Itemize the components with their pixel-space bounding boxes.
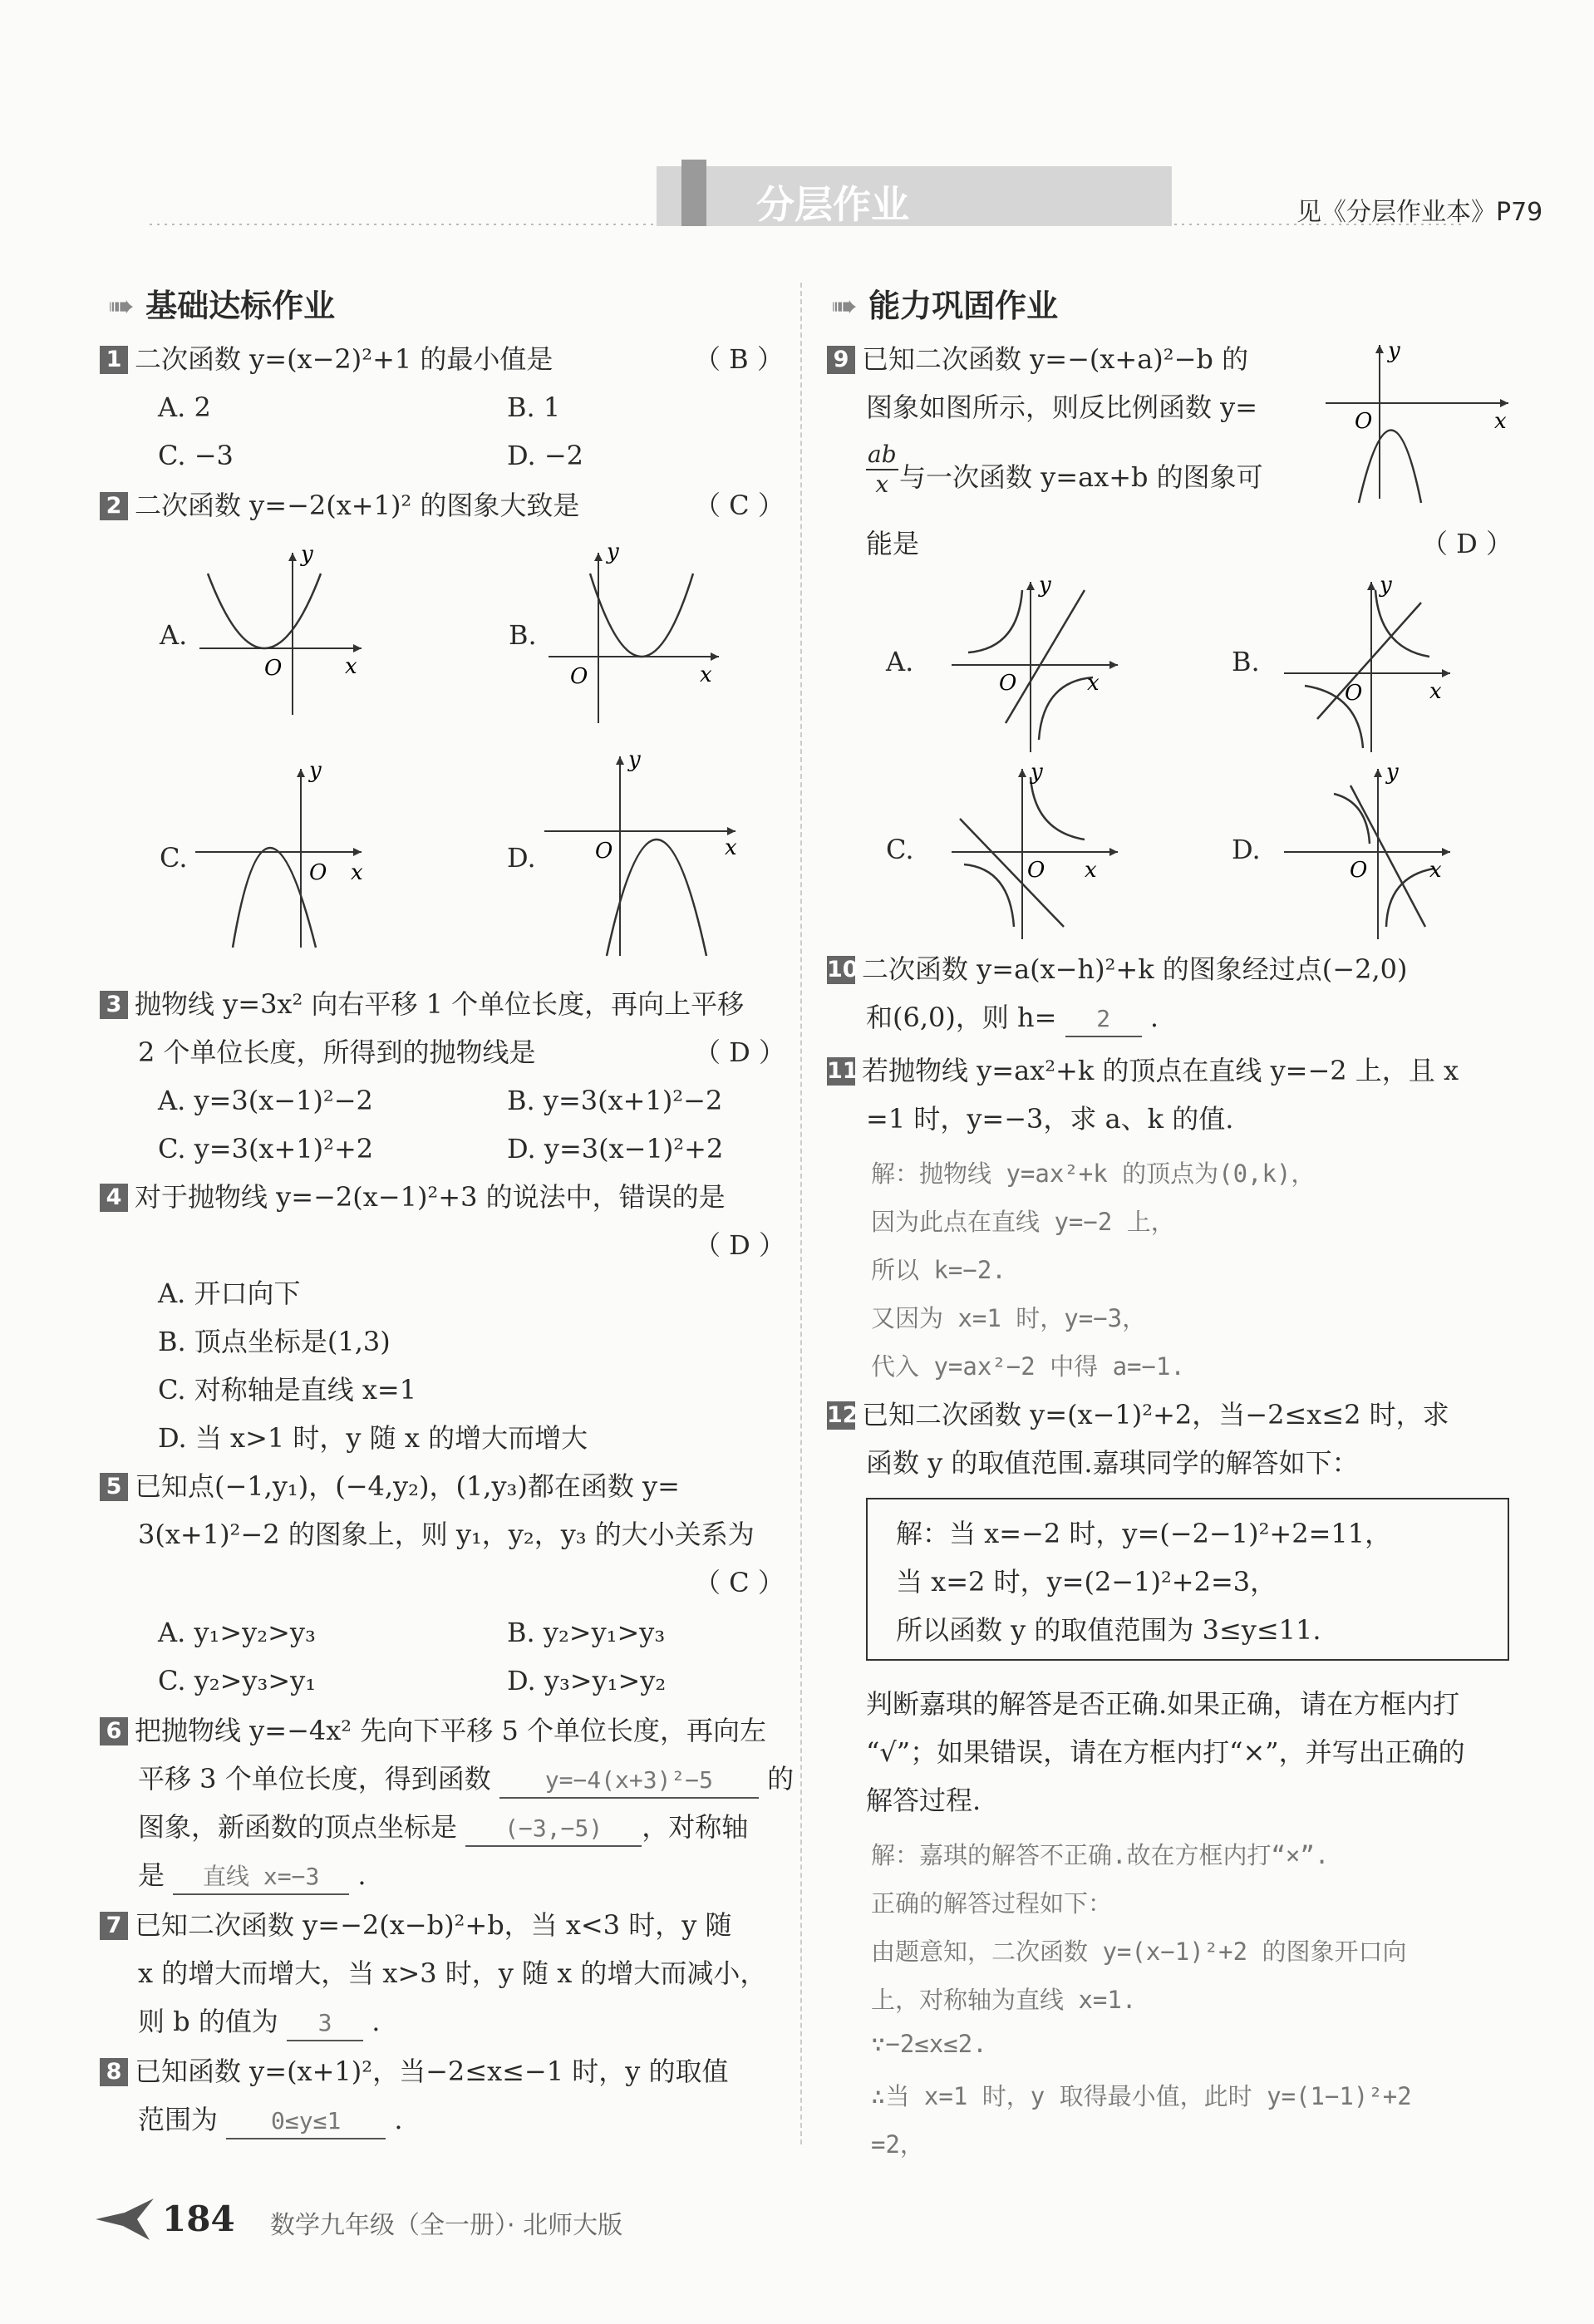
question-10-line2: 和(6,0)，则 h= 2 . <box>866 1001 1159 1037</box>
svg-text:O: O <box>1350 858 1368 883</box>
solution-line: 又因为 x=1 时，y=−3， <box>871 1304 1147 1332</box>
answer-blank: y=−4(x+3)²−5 <box>499 1764 759 1799</box>
option-c: C. −3 <box>158 440 234 471</box>
page-number: 184 <box>162 2198 235 2239</box>
svg-text:O: O <box>309 860 327 885</box>
question-6-line2: 平移 3 个单位长度，得到函数 y=−4(x+3)²−5 的 <box>138 1762 794 1799</box>
option-a: A. y=3(x−1)²−2 <box>158 1085 373 1116</box>
question-4: 4 对于抛物线 y=−2(x−1)²+3 的说法中，错误的是 <box>100 1180 726 1214</box>
answer-3: （ D ） <box>694 1036 786 1068</box>
workbook-reference: 见《分层作业本》P79 <box>1296 198 1543 227</box>
svg-text:O: O <box>595 839 613 864</box>
graph-9c <box>947 761 1130 943</box>
solution-line: 解：抛物线 y=ax²+k 的顶点为(0,k)， <box>871 1160 1316 1188</box>
section-title-basic: ➠ 基础达标作业 <box>108 288 336 324</box>
svg-text:O: O <box>999 671 1017 696</box>
svg-text:y: y <box>1388 341 1400 363</box>
option-d: D. y₃>y₁>y₂ <box>507 1665 667 1696</box>
box-line: 当 x=2 时，y=(2−1)²+2=3， <box>896 1566 1277 1598</box>
section-title-advanced: ➠ 能力巩固作业 <box>831 288 1059 324</box>
answer-2: （ C ） <box>694 490 785 521</box>
box-line: 所以函数 y 的取值范围为 3≤y≤11. <box>896 1614 1321 1646</box>
column-divider <box>800 283 802 2144</box>
svg-text:x: x <box>700 662 712 687</box>
svg-text:y: y <box>1031 761 1043 785</box>
option-d: D. 当 x>1 时，y 随 x 的增大而增大 <box>158 1422 588 1454</box>
solution-line: 因为此点在直线 y=−2 上， <box>871 1208 1175 1236</box>
question-9: 9 已知二次函数 y=−(x+a)²−b 的 <box>827 342 1248 376</box>
option-a: A. y₁>y₂>y₃ <box>158 1617 316 1648</box>
svg-text:y: y <box>628 748 641 772</box>
svg-text:O: O <box>1345 681 1363 706</box>
svg-text:x: x <box>725 835 737 860</box>
solution-line: =2， <box>871 2130 924 2159</box>
option-a: A. 2 <box>158 391 211 423</box>
option-c: C. 对称轴是直线 x=1 <box>158 1374 417 1406</box>
question-1: 1 二次函数 y=(x−2)²+1 的最小值是 <box>100 342 553 376</box>
solution-line: 由题意知，二次函数 y=(x−1)²+2 的图象开口向 <box>871 1937 1407 1966</box>
option-c: C. y₂>y₃>y₁ <box>158 1665 317 1696</box>
question-6: 6 把抛物线 y=−4x² 先向下平移 5 个单位长度，再向左 <box>100 1714 766 1747</box>
graph-d-label: D. <box>507 842 536 874</box>
svg-text:y: y <box>309 758 322 783</box>
answer-1: （ B ） <box>694 343 784 375</box>
solution-line: ∴当 x=1 时，y 取得最小值，此时 y=(1−1)²+2 <box>871 2082 1412 2110</box>
graph-9c-label: C. <box>886 834 914 865</box>
question-8-line2: 范围为 0≤y≤1 . <box>138 2103 403 2139</box>
question-7: 7 已知二次函数 y=−2(x−b)²+b，当 x<3 时，y 随 <box>100 1908 732 1942</box>
question-9-line3: 与一次函数 y=ax+b 的图象可 <box>899 461 1263 493</box>
svg-text:y: y <box>301 542 313 567</box>
graph-9d <box>1280 761 1463 943</box>
graph-9b <box>1280 574 1463 756</box>
answer-blank: 直线 x=−3 <box>173 1860 349 1895</box>
graph-2d <box>540 748 748 964</box>
fraction: ab x <box>868 441 897 498</box>
graph-9a <box>947 574 1130 756</box>
option-b: B. 顶点坐标是(1,3) <box>158 1326 391 1357</box>
svg-text:O: O <box>1027 858 1045 883</box>
question-3: 3 抛物线 y=3x² 向右平移 1 个单位长度，再向上平移 <box>100 987 744 1021</box>
svg-text:x: x <box>1429 679 1442 704</box>
svg-text:O: O <box>264 656 283 681</box>
graph-2c <box>191 756 374 956</box>
svg-text:y: y <box>1039 574 1051 598</box>
svg-text:y: y <box>607 540 619 564</box>
bird-icon <box>91 2194 158 2244</box>
solution-line: 正确的解答过程如下： <box>871 1889 1113 1918</box>
question-8: 8 已知函数 y=(x+1)²，当−2≤x≤−1 时，y 的取值 <box>100 2055 729 2088</box>
answer-blank: 2 <box>1065 1002 1142 1037</box>
question-2: 2 二次函数 y=−2(x+1)² 的图象大致是 <box>100 489 579 522</box>
box-line: 解：当 x=−2 时，y=(−2−1)²+2=11， <box>896 1518 1392 1549</box>
question-12: 12 已知二次函数 y=(x−1)²+2，当−2≤x≤2 时，求 <box>827 1399 1449 1430</box>
solution-line: 所以 k=−2. <box>871 1256 1006 1284</box>
graph-c-label: C. <box>160 842 188 874</box>
question-7-line2: x 的增大而增大，当 x>3 时，y 随 x 的增大而减小， <box>138 1957 767 1989</box>
option-b: B. 1 <box>507 391 561 423</box>
solution-line: 上，对称轴为直线 x=1. <box>871 1986 1137 2014</box>
graph-9a-label: A. <box>886 646 914 677</box>
option-d: D. y=3(x−1)²+2 <box>507 1133 724 1164</box>
question-9-line4: 能是 <box>866 528 920 559</box>
answer-9: （ D ） <box>1421 528 1513 559</box>
option-d: D. −2 <box>507 440 584 471</box>
question-7-line3: 则 b 的值为 3 . <box>138 2005 380 2041</box>
graph-b-label: B. <box>509 619 537 651</box>
option-a: A. 开口向下 <box>158 1278 301 1309</box>
solution-line: 解：嘉琪的解答不正确.故在方框内打“×”. <box>871 1841 1330 1869</box>
book-title: 数学九年级（全一册）· 北师大版 <box>270 2211 623 2240</box>
option-c: C. y=3(x+1)²+2 <box>158 1133 374 1164</box>
svg-text:O: O <box>570 664 588 689</box>
banner-title: 分层作业 <box>756 182 909 227</box>
graph-9b-label: B. <box>1232 646 1260 677</box>
question-11: 11 若抛物线 y=ax²+k 的顶点在直线 y=−2 上，且 x <box>827 1055 1459 1086</box>
svg-text:O: O <box>1355 409 1373 434</box>
graph-2a <box>191 540 374 723</box>
svg-text:x: x <box>1085 858 1097 883</box>
solution-line: ∵−2≤x≤2. <box>871 2030 987 2058</box>
svg-text:y: y <box>1380 574 1392 598</box>
answer-blank: 3 <box>287 2006 363 2041</box>
svg-text:x: x <box>1087 671 1100 696</box>
graph-9d-label: D. <box>1232 834 1261 865</box>
graph-9-parabola <box>1321 341 1521 507</box>
question-6-line3: 图象，新函数的顶点坐标是 (−3,−5) ，对称轴 <box>138 1810 748 1847</box>
svg-text:x: x <box>351 860 363 885</box>
question-9-line2: 图象如图所示，则反比例函数 y= <box>866 391 1258 423</box>
question-5: 5 已知点(−1,y₁)，(−4,y₂)，(1,y₃)都在函数 y= <box>100 1470 680 1503</box>
question-11-line2: =1 时，y=−3，求 a、k 的值. <box>866 1103 1234 1135</box>
solution-line: 代入 y=ax²−2 中得 a=−1. <box>871 1352 1185 1381</box>
question-12-line5: 解答过程. <box>866 1785 981 1816</box>
graph-a-label: A. <box>160 619 188 651</box>
arrow-icon: ➠ <box>108 288 135 324</box>
question-10: 10 二次函数 y=a(x−h)²+k 的图象经过点(−2,0) <box>827 953 1408 985</box>
question-5-line2: 3(x+1)²−2 的图象上，则 y₁，y₂，y₃ 的大小关系为 <box>138 1519 755 1550</box>
question-12-line3: 判断嘉琪的解答是否正确.如果正确，请在方框内打 <box>866 1688 1460 1720</box>
svg-text:x: x <box>1429 858 1442 883</box>
svg-text:x: x <box>345 654 357 679</box>
option-b: B. y=3(x+1)²−2 <box>507 1085 723 1116</box>
answer-4: （ D ） <box>694 1229 786 1261</box>
answer-blank: 0≤y≤1 <box>226 2105 386 2139</box>
question-12-line4: “√”；如果错误，请在方框内打“×”，并写出正确的 <box>866 1736 1465 1768</box>
question-12-line2: 函数 y 的取值范围.嘉琪同学的解答如下： <box>866 1447 1359 1479</box>
answer-5: （ C ） <box>694 1567 785 1598</box>
answer-blank: (−3,−5) <box>465 1812 642 1847</box>
graph-2b <box>540 540 731 731</box>
question-6-line4: 是 直线 x=−3 . <box>138 1859 367 1895</box>
svg-text:x: x <box>1494 409 1507 434</box>
option-b: B. y₂>y₁>y₃ <box>507 1617 666 1648</box>
question-3-line2: 2 个单位长度，所得到的抛物线是 <box>138 1036 536 1068</box>
arrow-icon: ➠ <box>831 288 858 324</box>
svg-text:y: y <box>1386 761 1399 785</box>
